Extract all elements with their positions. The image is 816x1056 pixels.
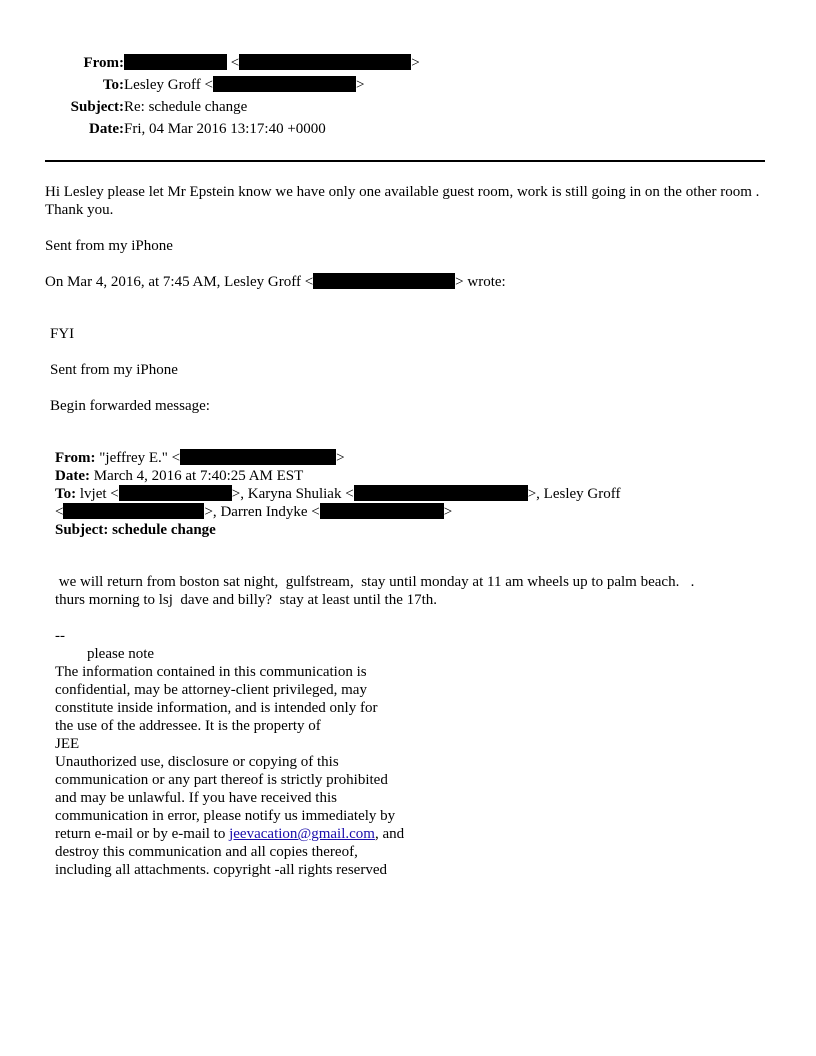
redacted-block (63, 503, 204, 519)
disclaimer-line: the use of the addressee. It is the property of (55, 718, 321, 734)
fwd-to-recipient-3: Lesley Groff (543, 486, 621, 502)
redacted-block (119, 485, 232, 501)
please-note: please note (87, 646, 155, 662)
redacted-block (320, 503, 444, 519)
redacted-block (354, 485, 528, 501)
disclaimer-line: including all attachments. copyright -all rights reserved (55, 862, 387, 878)
fwd-subject (55, 521, 216, 539)
to-value: Lesley Groff < > (124, 77, 365, 93)
disclaimer-line: constitute inside information, and is intended only for (55, 700, 378, 716)
disclaimer-link-prefix: return e-mail or by e-mail to (55, 826, 226, 842)
fwd-to-label: To: (55, 486, 77, 502)
quote-attribution: On Mar 4, 2016, at 7:45 AM, Lesley Groff < > wrote: (45, 274, 506, 290)
quoted-fyi: FYI (50, 326, 75, 342)
fwd-to: To: lvjet < >, Karyna Shuliak < >, Lesley Groff (55, 486, 621, 502)
redacted-block (239, 54, 411, 70)
email-link[interactable]: jeevacation@gmail.com (229, 826, 375, 842)
fwd-body-line-1: we will return from boston sat night, gulfstream, stay until monday at 11 am wheels up to palm beach. . (55, 574, 695, 590)
quote-attribution-suffix: wrote: (467, 274, 506, 290)
fwd-date (55, 467, 303, 485)
disclaimer-line: communication in error, please notify us immediately by (55, 808, 396, 824)
forward-notice: Begin forwarded message: (50, 398, 210, 414)
disclaimer-line: destroy this communication and all copies thereof, (55, 844, 358, 860)
disclaimer-line: The information contained in this communication is (55, 664, 367, 680)
redacted-block (213, 76, 356, 92)
reply-signature: Sent from my iPhone (45, 238, 173, 254)
date-value: Fri, 04 Mar 2016 13:17:40 +0000 (124, 121, 326, 137)
quote-attribution-prefix: On Mar 4, 2016, at 7:45 AM, Lesley Groff (45, 274, 301, 290)
fwd-date-value: March 4, 2016 at 7:40:25 AM EST (93, 468, 304, 484)
disclaimer-line: Unauthorized use, disclosure or copying of this (55, 754, 339, 770)
fwd-to-continued: < >, Darren Indyke < > (55, 504, 453, 520)
fwd-from: From: "jeffrey E." < > (55, 450, 345, 466)
fwd-from-label: From: (55, 450, 96, 466)
redacted-block (313, 273, 455, 289)
disclaimer-link-suffix: , and (374, 826, 405, 842)
to-label: To: (102, 77, 124, 93)
sig-dashes: -- (55, 628, 65, 644)
reply-body: Hi Lesley please let Mr Epstein know we have only one available guest room, work is still going in on the other room . Thank you. (45, 184, 760, 218)
disclaimer-line: JEE (55, 736, 80, 752)
disclaimer-line: confidential, may be attorney-client privileged, may (55, 682, 367, 698)
fwd-subject-value: schedule change (112, 522, 216, 538)
date-label: Date: (89, 121, 124, 137)
quoted-signature: Sent from my iPhone (50, 362, 178, 378)
from-label: From: (83, 55, 124, 71)
fwd-from-name: "jeffrey E." (99, 450, 168, 466)
fwd-date-label: Date: (55, 468, 90, 484)
subject-label: Subject: (70, 99, 124, 115)
subject-value: Re: schedule change (124, 99, 248, 115)
disclaimer-link-line (55, 825, 404, 843)
redacted-block (180, 449, 336, 465)
header-divider (45, 160, 765, 162)
from-value: < > (124, 54, 420, 72)
fwd-subject-label: Subject: (55, 522, 109, 538)
fwd-to-recipient-1: lvjet (79, 486, 107, 502)
fwd-to-recipient-2: Karyna Shuliak (247, 486, 342, 502)
fwd-to-recipient-4: Darren Indyke (220, 504, 308, 520)
fwd-body-line-2: thurs morning to lsj dave and billy? stay at least until the 17th. (55, 592, 438, 608)
disclaimer-line: and may be unlawful. If you have received this (55, 790, 337, 806)
to-name: Lesley Groff (124, 77, 201, 93)
disclaimer-line: communication or any part thereof is strictly prohibited (55, 772, 388, 788)
redacted-block (124, 54, 227, 70)
